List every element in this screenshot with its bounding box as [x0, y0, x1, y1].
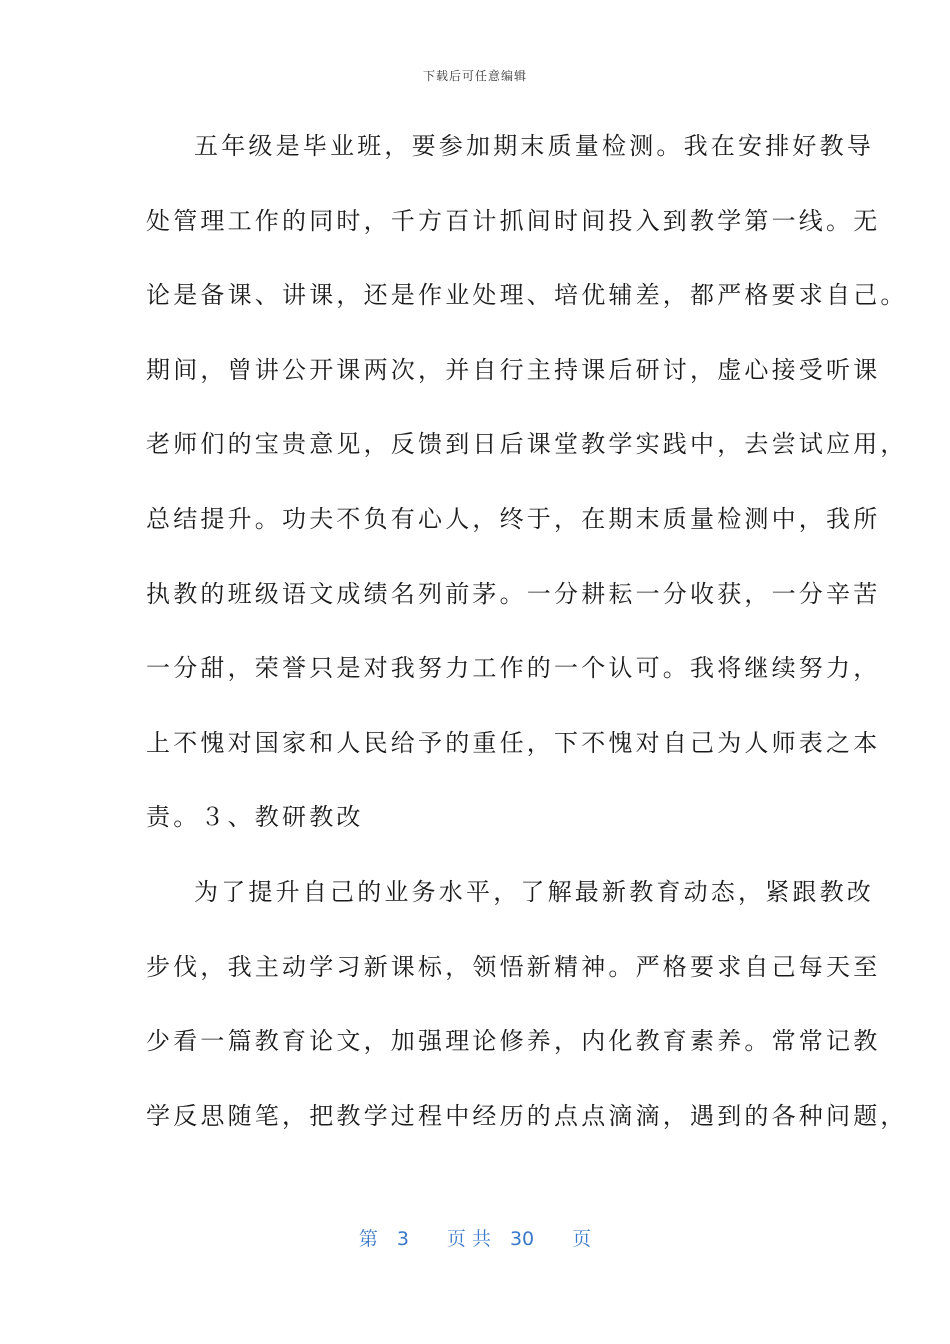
paragraph-line: 执教的班级语文成绩名列前茅。一分耕耘一分收获，一分辛苦 [146, 579, 881, 608]
paragraph-line: 学反思随笔，把教学过程中经历的点点滴滴，遇到的各种问题， [146, 1101, 908, 1130]
paragraph-line: 总结提升。功夫不负有心人，终于，在期末质量检测中，我所 [146, 504, 881, 533]
paragraph-line: 步伐，我主动学习新课标，领悟新精神。严格要求自己每天至 [146, 952, 881, 981]
paragraph-line: 上不愧对国家和人民给予的重任，下不愧对自己为人师表之本 [146, 728, 881, 757]
paragraph-line: 期间，曾讲公开课两次，并自行主持课后研讨，虚心接受听课 [146, 355, 881, 384]
paragraph-line: 责。３、教研教改 [146, 803, 364, 832]
paragraph-line: 五年级是毕业班，要参加期末质量检测。我在安排好教导 [194, 132, 874, 160]
page-number-footer: 第 3 页 共 30 页 [358, 1228, 592, 1250]
paragraph-line: 处管理工作的同时，千方百计抓间时间投入到教学第一线。无 [146, 206, 881, 235]
paragraph-line: 少看一篇教育论文，加强理论修养，内化教育素养。常常记教 [146, 1027, 881, 1056]
page-header-note: 下载后可任意编辑 [422, 69, 527, 83]
paragraph-line: 论是备课、讲课，还是作业处理、培优辅差，都严格要求自己。 [146, 281, 908, 310]
document-body [146, 118, 908, 1162]
paragraph-line: 为了提升自己的业务水平，了解最新教育动态，紧跟教改 [194, 877, 874, 906]
paragraph-line: 老师们的宝贵意见，反馈到日后课堂教学实践中，去尝试应用， [146, 430, 908, 459]
paragraph-line: 一分甜，荣誉只是对我努力工作的一个认可。我将继续努力， [146, 654, 881, 683]
